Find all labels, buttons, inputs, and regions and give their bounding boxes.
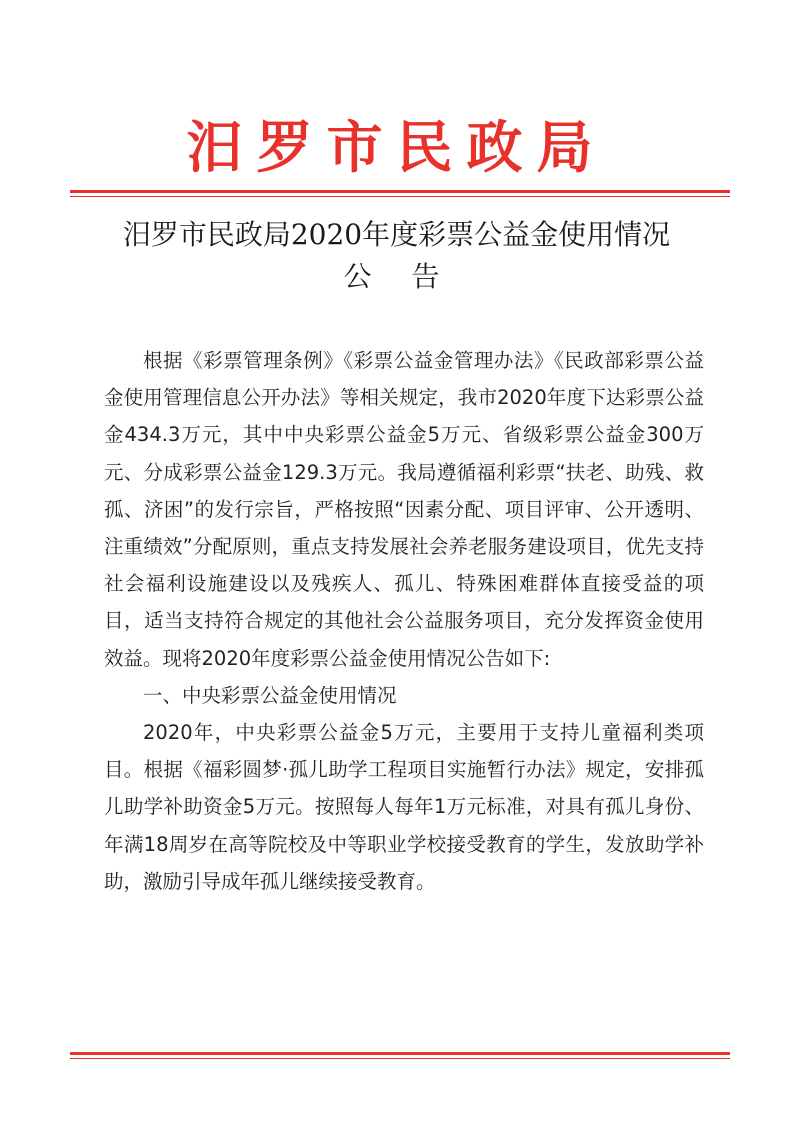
intro-paragraph: 根据《彩票管理条例》《彩票公益金管理办法》《民政部彩票公益金使用管理信息公开办法》等相关规定，我市2020年度下达彩票公益金434.3万元，其中中央彩票公益金5万元、省级彩票公益金300万元、分成彩票公益金129.3万元。我局遵循福利彩票“扶老、助残、救孤、济困”的发行宗旨，严格按照“因素分配、项目评审、公开透明、注重绩效”分配原则，重点支持发展社会养老服务建设项目，优先支持社会福利设施建设以及残疾人、孤儿、特殊困难群体直接受益的项目，适当支持符合规定的其他社会公益服务项目，充分发挥资金使用效益。现将2020年度彩票公益金使用情况公告如下: [104, 349, 704, 670]
document-title: 汨罗市民政局2020年度彩票公益金使用情况 [122, 218, 671, 251]
section-heading: 一、中央彩票公益金使用情况 [143, 683, 397, 707]
org-header: 汨罗市民政局 [186, 115, 607, 181]
section-paragraph: 2020年，中央彩票公益金5万元，主要用于支持儿童福利类项目。根据《福彩圆梦·孤儿助学工程项目实施暂行办法》规定，安排孤儿助学补助资金5万元。按照每人每年1万元标准，对具有孤儿身份、年满18周岁在高等院校及中等职业学校接受教育的学生，发放助学补助，激励引导成年孤儿继续接受教育。 [104, 721, 704, 893]
header-divider [70, 190, 730, 197]
document-subtitle: 公告 [343, 260, 480, 293]
footer-divider [70, 1052, 730, 1059]
document-body [104, 342, 704, 900]
